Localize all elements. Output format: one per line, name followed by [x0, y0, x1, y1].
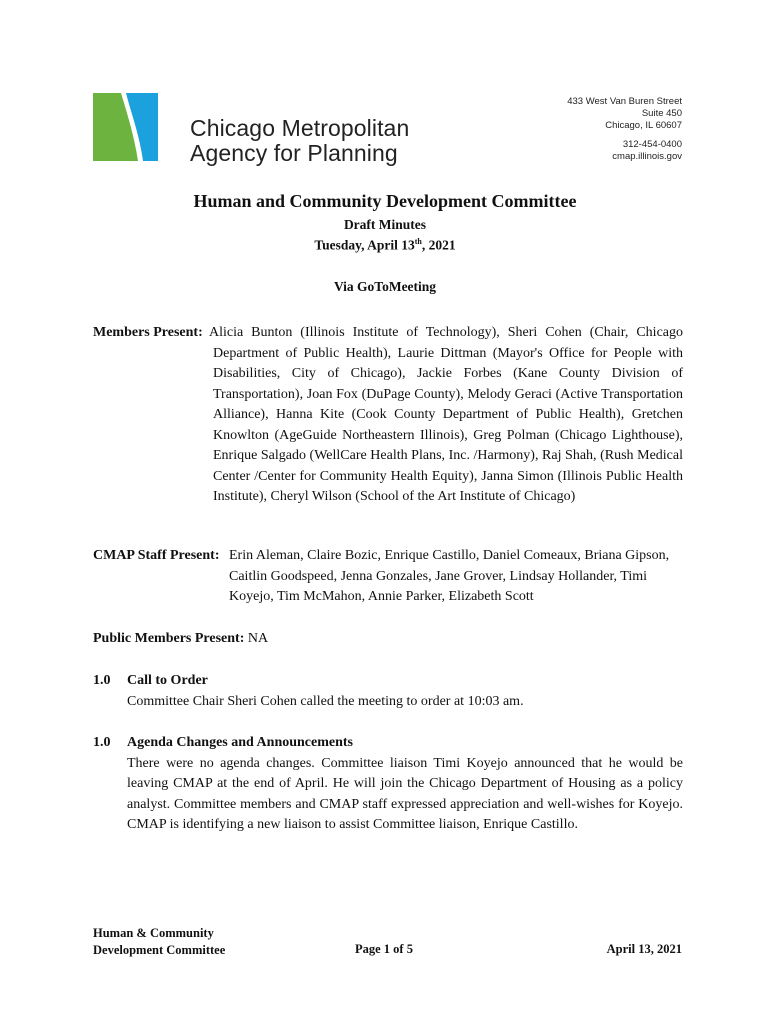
section-number: 1.0	[93, 735, 111, 750]
address-web: cmap.illinois.gov	[612, 151, 682, 162]
section-body: Committee Chair Sheri Cohen called the meeting to order at 10:03 am.	[127, 693, 524, 709]
cmap-logo-icon	[93, 93, 158, 161]
staff-label: CMAP Staff Present:	[93, 548, 220, 563]
section-heading: Agenda Changes and Announcements	[127, 735, 353, 750]
members-present	[93, 323, 683, 508]
footer-committee	[93, 925, 225, 959]
section-agenda-changes	[93, 733, 683, 836]
logo-line-2: Agency for Planning	[190, 140, 398, 166]
staff-present	[93, 546, 673, 608]
logo-wordmark	[190, 116, 409, 166]
document-type: Draft Minutes	[343, 217, 427, 232]
address-suite: Suite 450	[641, 108, 682, 119]
section-number: 1.0	[93, 673, 111, 688]
meeting-venue: Via GoToMeeting	[333, 279, 437, 294]
meeting-date: Tuesday, April 13th, 2021	[314, 237, 456, 253]
members-list: Alicia Bunton (Illinois Institute of Technology), Sheri Cohen (Chair, Chicago Department of Public Health), Laurie Dittman (Mayor's Office for People with Disabilities, City of Chicago), Jackie Forbes (Kane County Division of Transportation), Joan Fox (DuPage County), Melody Geraci (Active Transportation Alliance), Hanna Kite (Cook County Department of Public Health), Gretchen Knowlton (AgeGuide Northeastern Illinois), Greg Polman (Chicago Lighthouse), Enrique Salgado (WellCare Health Plans, Inc. /Harmony), Raj Shah, (Rush Medical Center /Center for Community Health Equity), Janna Simon (Illinois Public Health Institute), Cheryl Wilson (School of the Art Institute of Chicago)	[209, 325, 683, 504]
address-street: 433 West Van Buren Street	[567, 96, 682, 107]
logo-line-1: Chicago Metropolitan	[190, 115, 410, 141]
footer-committee-line-2: Development Committee	[93, 943, 226, 957]
footer-committee-line-1: Human & Community	[93, 926, 214, 940]
section-body: There were no agenda changes. Committee liaison Timi Koyejo announced that he would be leaving CMAP at the end of April. He will join the Chicago Department of Housing as a policy analyst. Committee members and CMAP staff expressed appreciation and well-wishes for Koyejo. CMAP is identifying a new liaison to assist Committee liaison, Enrique Castillo.	[127, 755, 683, 832]
address-phone: 312-454-0400	[622, 139, 682, 150]
public-present	[93, 629, 268, 650]
section-heading: Call to Order	[127, 673, 208, 688]
footer-page-number: Page 1 of 5	[355, 942, 413, 956]
address-city: Chicago, IL 60607	[605, 120, 682, 131]
members-label: Members Present:	[93, 325, 203, 340]
section-call-to-order	[93, 671, 683, 712]
document-title: Human and Community Development Committee	[193, 191, 577, 211]
public-value: NA	[247, 631, 269, 646]
public-label: Public Members Present:	[93, 631, 245, 646]
staff-list: Erin Aleman, Claire Bozic, Enrique Castillo, Daniel Comeaux, Briana Gipson, Caitlin Goodspeed, Jenna Gonzales, Jane Grover, Lindsay Hollander, Timi Koyejo, Tim McMahon, Annie Parker, Elizabeth Scott	[229, 548, 670, 604]
footer-date: April 13, 2021	[606, 942, 682, 956]
address-block	[567, 96, 682, 163]
